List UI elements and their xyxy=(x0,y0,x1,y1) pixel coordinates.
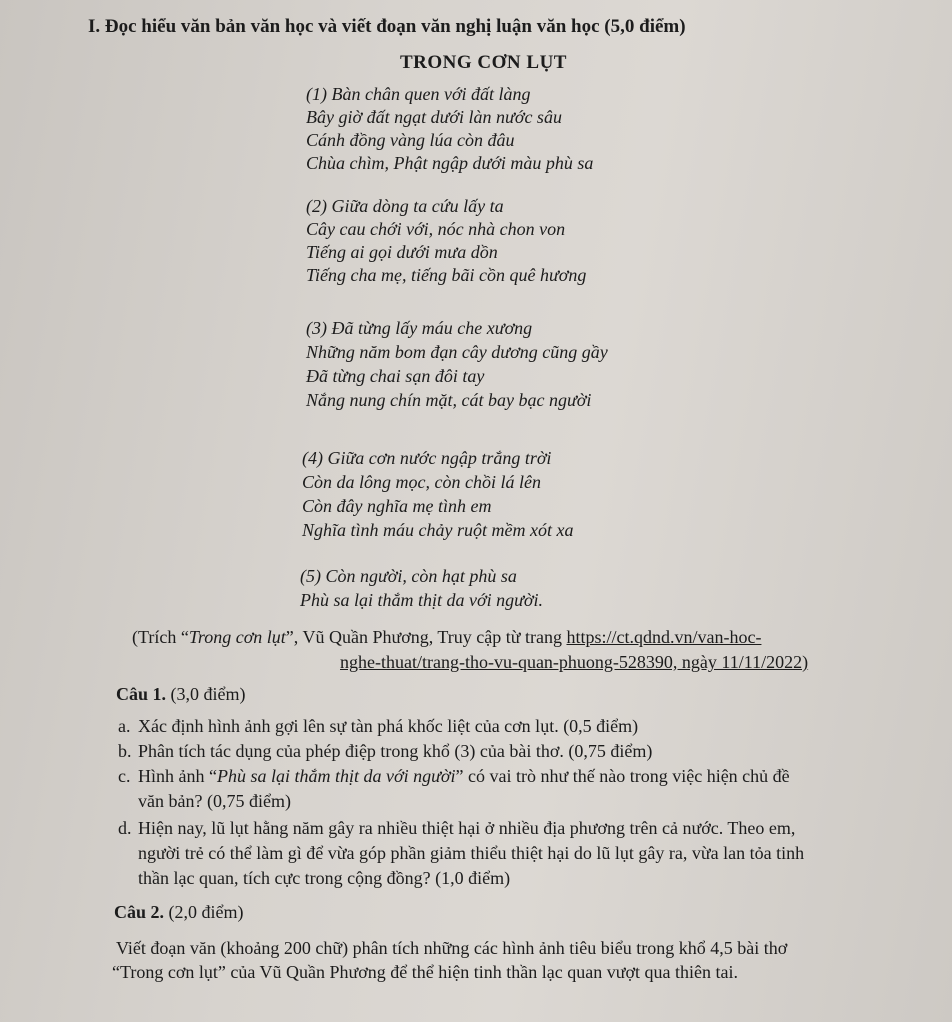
poem-line: Những năm bom đạn cây dương cũng gầy xyxy=(306,342,608,362)
source-link[interactable]: https://ct.qdnd.vn/van-hoc- xyxy=(566,627,762,647)
section-heading: I. Đọc hiểu văn bản văn học và viết đoạn văn nghị luận văn học (5,0 điểm) xyxy=(88,16,686,37)
item-text: người trẻ có thể làm gì để vừa góp phần giảm thiểu thiệt hại do lũ lụt gây ra, vừa lan tỏa tinh xyxy=(138,843,805,863)
question-1d-cont2 xyxy=(138,868,510,889)
question-2-text-cont: “Trong cơn lụt” của Vũ Quần Phương để thể hiện tinh thần lạc quan vượt qua thiên tai. xyxy=(112,962,738,982)
question-2-heading xyxy=(114,902,244,923)
poem-line: (3) Đã từng lấy máu che xương xyxy=(306,318,533,338)
poem-title: TRONG CƠN LỤT xyxy=(400,52,567,73)
poem-line: (2) Giữa dòng ta cứu lấy ta xyxy=(306,196,504,216)
item-text: ” có vai trò như thế nào trong việc hiện chủ đề xyxy=(455,766,790,786)
question-1b xyxy=(118,741,652,762)
source-prefix: (Trích “ xyxy=(132,627,189,647)
item-quote: Phù sa lại thắm thịt da với người xyxy=(216,766,456,786)
poem-line: Phù sa lại thắm thịt da với người. xyxy=(300,590,544,610)
item-text: thần lạc quan, tích cực trong cộng đồng? (1,0 điểm) xyxy=(138,868,511,888)
item-letter: c. xyxy=(118,766,131,786)
question-1d xyxy=(118,818,795,839)
poem-line: Tiếng ai gọi dưới mưa dồn xyxy=(306,242,498,262)
item-letter: a. xyxy=(118,716,131,736)
item-letter: d. xyxy=(118,818,132,838)
poem-line: Nắng nung chín mặt, cát bay bạc người xyxy=(306,390,592,410)
question-1a xyxy=(118,716,638,737)
poem-line: Cây cau chới với, nóc nhà chon von xyxy=(306,219,566,239)
question-1d-cont xyxy=(138,843,804,864)
item-text: văn bản? (0,75 điểm) xyxy=(138,791,291,811)
question-2-label: Câu 2. xyxy=(114,902,165,922)
poem-line: Chùa chìm, Phật ngập dưới màu phù sa xyxy=(306,153,594,173)
question-1-label: Câu 1. xyxy=(116,684,167,704)
poem-line: (1) Bàn chân quen với đất làng xyxy=(306,84,531,104)
question-2-points: (2,0 điểm) xyxy=(164,902,244,922)
poem-line: Tiếng cha mẹ, tiếng bãi cồn quê hương xyxy=(306,265,587,285)
item-text: Hiện nay, lũ lụt hằng năm gây ra nhiều thiệt hại ở nhiều địa phương trên cả nước. Theo em, xyxy=(138,818,796,838)
poem-line: (4) Giữa cơn nước ngập trắng trời xyxy=(302,448,552,468)
item-text: Xác định hình ảnh gợi lên sự tàn phá khốc liệt của cơn lụt. (0,5 điểm) xyxy=(138,716,639,736)
item-letter: b. xyxy=(118,741,132,761)
question-1-points: (3,0 điểm) xyxy=(166,684,246,704)
source-link-cont[interactable]: nghe-thuat/trang-tho-vu-quan-phuong-528390, ngày 11/11/2022) xyxy=(340,652,809,672)
poem-line: (5) Còn người, còn hạt phù sa xyxy=(300,566,517,586)
poem-line: Cánh đồng vàng lúa còn đâu xyxy=(306,130,515,150)
poem-line: Còn đây nghĩa mẹ tình em xyxy=(302,496,492,516)
question-2-text: Viết đoạn văn (khoảng 200 chữ) phân tích những các hình ảnh tiêu biểu trong khổ 4,5 bài thơ xyxy=(116,938,788,958)
item-text: Phân tích tác dụng của phép điệp trong khổ (3) của bài thơ. (0,75 điểm) xyxy=(138,741,653,761)
item-text: Hình ảnh “ xyxy=(138,766,217,786)
source-citation xyxy=(132,627,761,648)
source-middle: ”, Vũ Quần Phương, Truy cập từ trang xyxy=(285,627,567,647)
poem-line: Nghĩa tình máu chảy ruột mềm xót xa xyxy=(302,520,574,540)
question-1c-cont xyxy=(138,791,291,812)
source-citation-line2 xyxy=(340,652,808,673)
poem-line: Bây giờ đất ngạt dưới làn nước sâu xyxy=(306,107,562,127)
question-1c xyxy=(118,766,790,787)
source-title: Trong cơn lụt xyxy=(188,627,286,647)
poem-line: Còn da lông mọc, còn chồi lá lên xyxy=(302,472,541,492)
poem-line: Đã từng chai sạn đôi tay xyxy=(306,366,485,386)
question-1-heading xyxy=(116,684,246,705)
